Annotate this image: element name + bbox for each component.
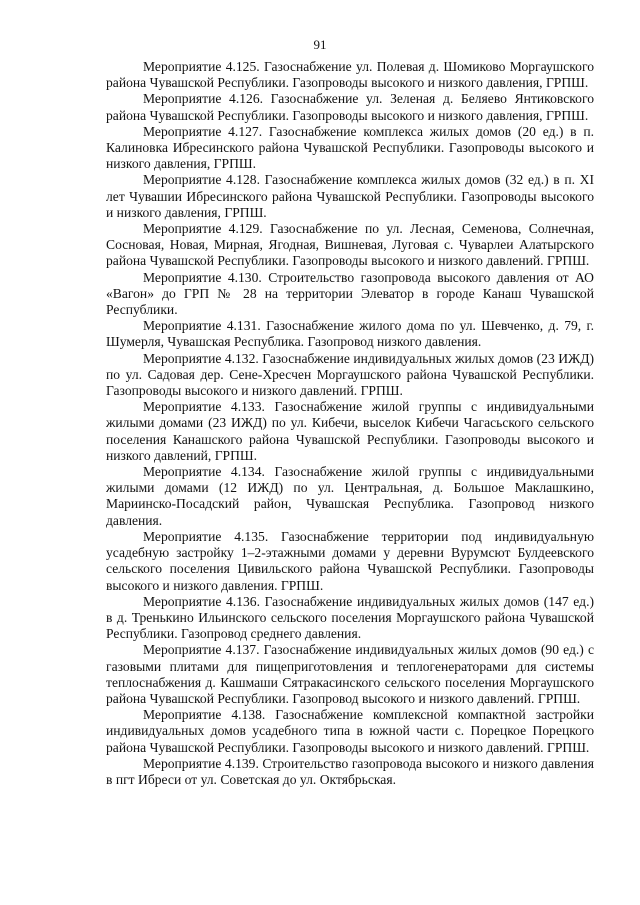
paragraph-4-129: Мероприятие 4.129. Газоснабжение по ул. Лесная, Семенова, Солнечная, Сосновая, Новая, Мирная, Ягодная, Вишневая, Луговая с. Чуварлеи Алатырского района Чувашской Республики. Газопроводы высокого и низкого давлений. ГРПШ. (106, 221, 594, 269)
paragraph-4-133: Мероприятие 4.133. Газоснабжение жилой группы с индивидуальными жилыми домами (23 ИЖД) по ул. Кибечи, выселок Кибечи Чагасьского сельского поселения Канашского района Чувашской Республики. Газопроводы высокого и низкого давлений, ГРПШ. (106, 399, 594, 463)
paragraph-4-132: Мероприятие 4.132. Газоснабжение индивидуальных жилых домов (23 ИЖД) по ул. Садовая дер. Сене-Хресчен Моргаушского района Чувашской Республики. Газопроводы высокого и низкого давлений. ГРПШ. (106, 350, 594, 399)
paragraph-4-130: Мероприятие 4.130. Строительство газопровода высокого давления от АО «Вагон» до ГРП № 28 на территории Элеватор в городе Канаш Чувашской Республики. (106, 269, 594, 318)
paragraph-4-128: Мероприятие 4.128. Газоснабжение комплекса жилых домов (32 ед.) в п. XI лет Чувашии Ибресинского района Чувашской Республики. Газопроводы высокого и низкого давления, ГРПШ. (106, 172, 594, 220)
paragraph-4-139: Мероприятие 4.139. Строительство газопровода высокого и низкого давления в пгт Ибреси от ул. Советская до ул. Октябрьская. (106, 755, 594, 787)
page-number: 91 (313, 37, 327, 52)
paragraph-4-126: Мероприятие 4.126. Газоснабжение ул. Зеленая д. Беляево Янтиковского района Чувашской Республики. Газопроводы высокого и низкого давления, ГРПШ. (106, 91, 594, 123)
paragraph-4-136: Мероприятие 4.136. Газоснабжение индивидуальных жилых домов (147 ед.) в д. Тренькино Ильинского сельского поселения Моргаушского района Чувашской Республики. Газопровод среднего давления. (106, 593, 594, 642)
paragraph-4-131: Мероприятие 4.131. Газоснабжение жилого дома по ул. Шевченко, д. 79, г. Шумерля, Чувашская Республика. Газопровод низкого давления. (106, 318, 594, 350)
page-body (106, 59, 594, 788)
paragraph-4-134: Мероприятие 4.134. Газоснабжение жилой группы с индивидуальными жилыми домами (12 ИЖД) по ул. Центральная, д. Большое Маклашкино, Мариинско-Посадский район, Чувашская Республика. Газопровод низкого давления. (106, 464, 594, 528)
paragraph-4-137: Мероприятие 4.137. Газоснабжение индивидуальных жилых домов (90 ед.) с газовыми плитами для пищеприготовления и теплогенераторами для системы теплоснабжения д. Кашмаши Сятракасинского сельского поселения Моргаушского района Чувашской Республики. Газопровод высокого и низкого давлений. ГРПШ. (106, 642, 594, 706)
paragraph-4-127: Мероприятие 4.127. Газоснабжение комплекса жилых домов (20 ед.) в п. Калиновка Ибресинского района Чувашской Республики. Газопроводы высокого и низкого давления, ГРПШ. (106, 123, 594, 172)
paragraph-4-138: Мероприятие 4.138. Газоснабжение комплексной компактной застройки индивидуальных домов усадебного типа в южной части с. Порецкое Порецкого района Чувашской Республики. Газопроводы высокого и низкого давлений. ГРПШ. (106, 707, 594, 755)
paragraph-4-135: Мероприятие 4.135. Газоснабжение территории под индивидуальную усадебную застройку 1–2-этажными домами у деревни Вурумсют Булдеевского сельского поселения Цивильского района Чувашской Республики. Газопроводы высокого и низкого давления. ГРПШ. (106, 528, 594, 593)
paragraph-4-125: Мероприятие 4.125. Газоснабжение ул. Полевая д. Шомиково Моргаушского района Чувашской Республики. Газопроводы высокого и низкого давления, ГРПШ. (106, 59, 594, 91)
